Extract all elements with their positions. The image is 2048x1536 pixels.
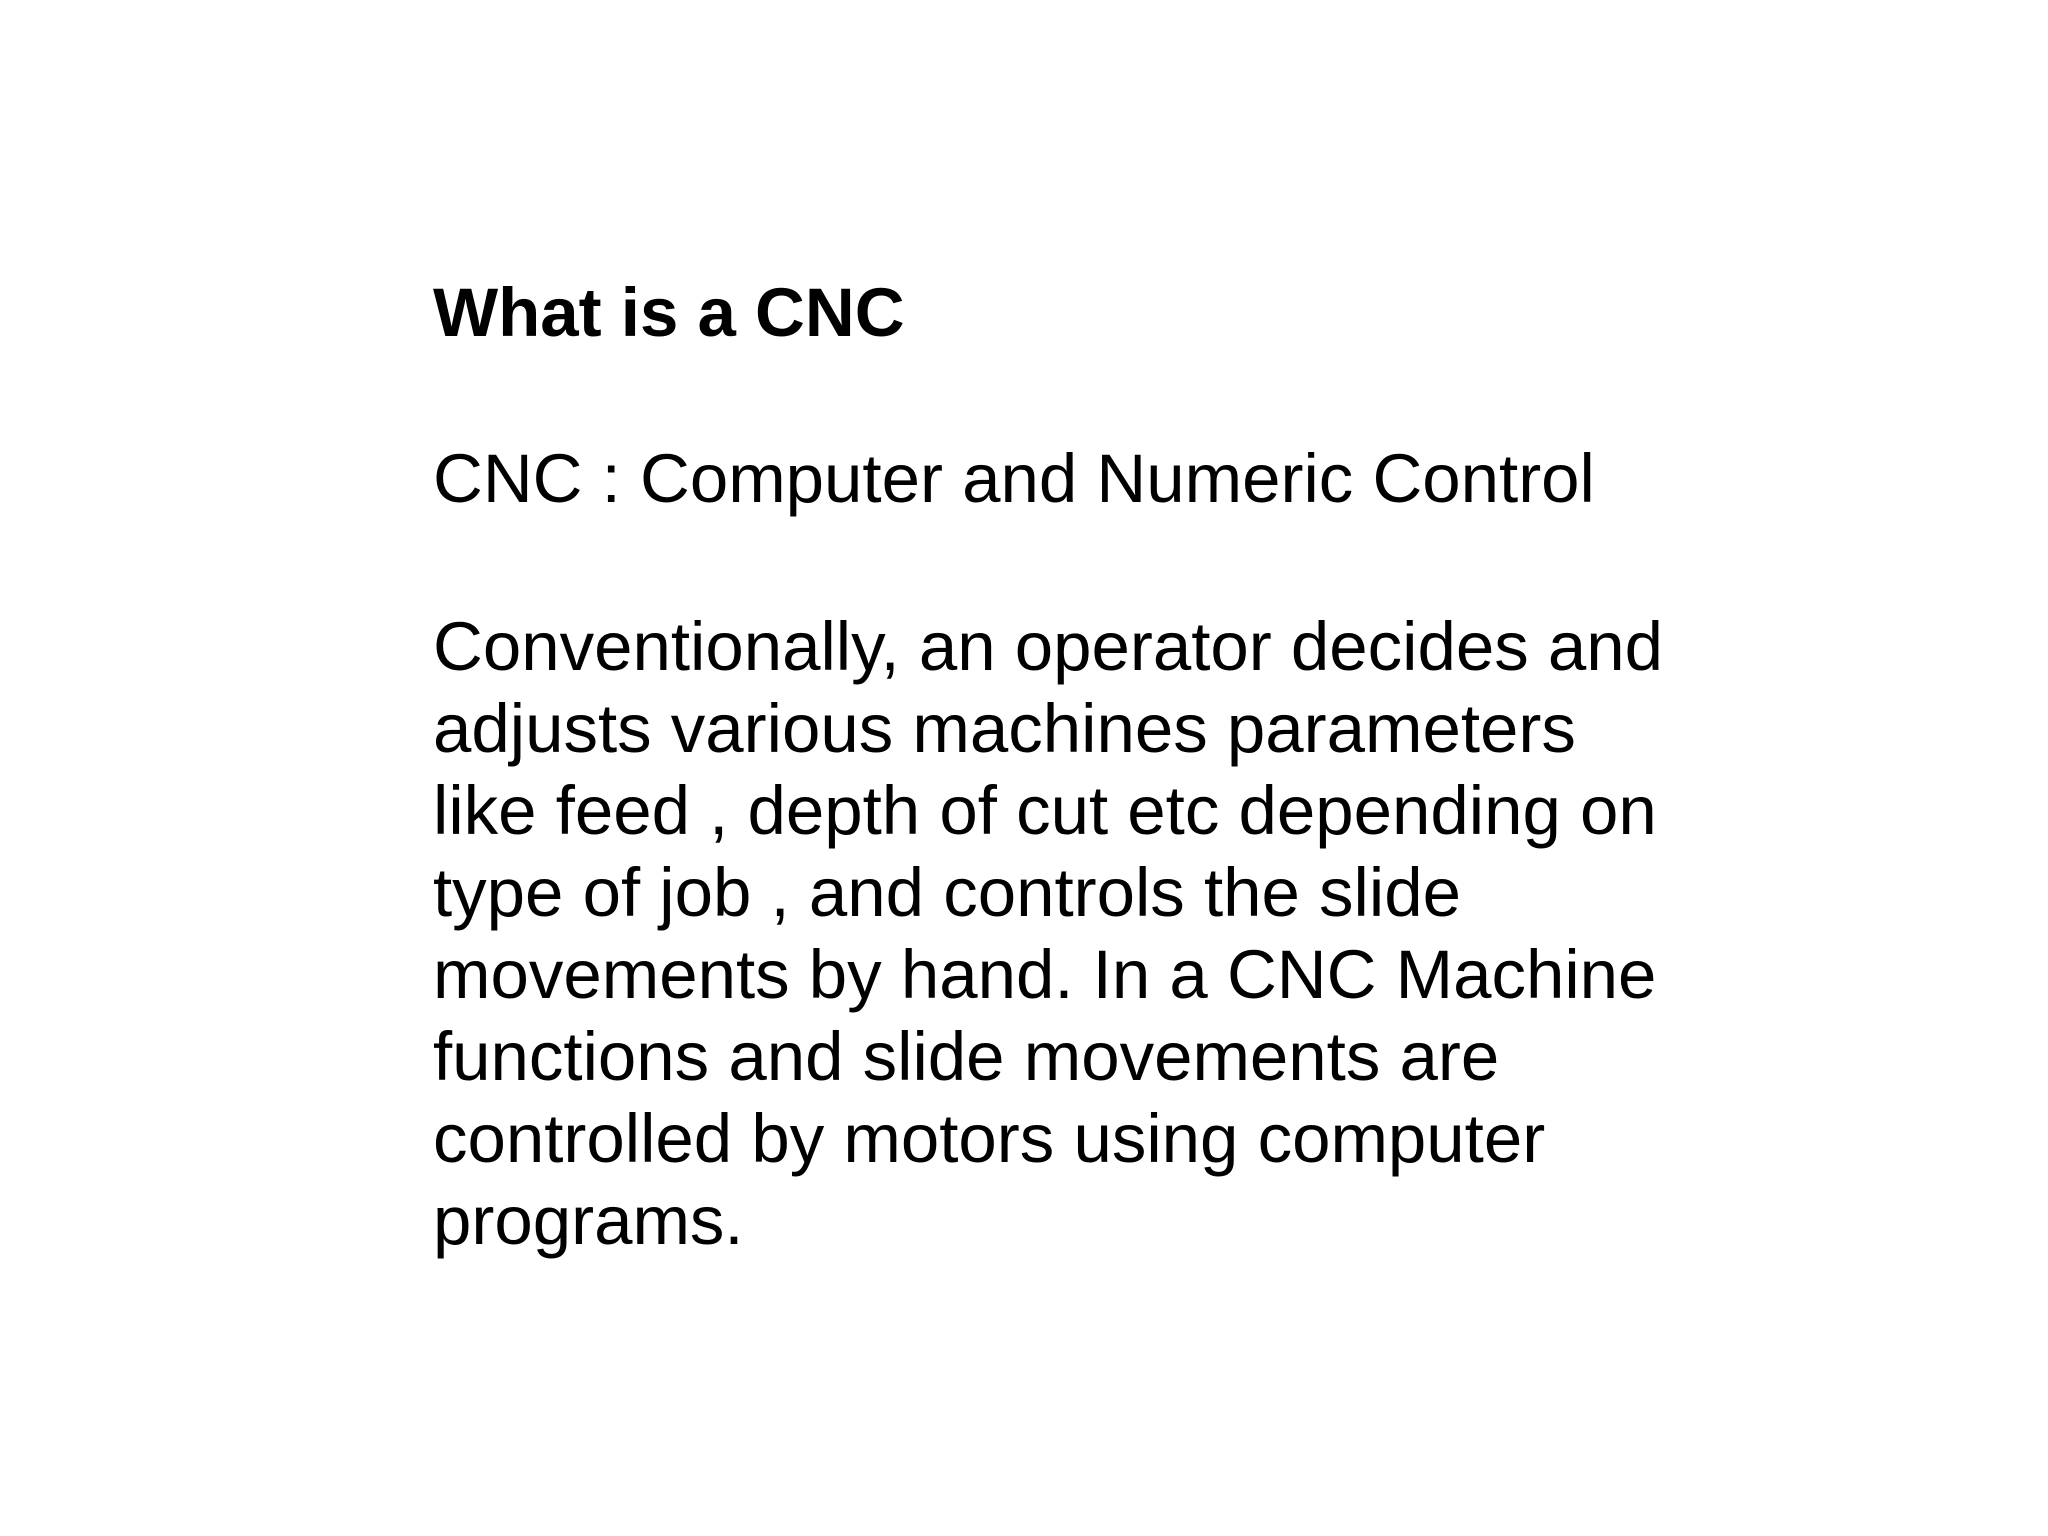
body-line: like feed , depth of cut etc depending on xyxy=(433,772,1657,849)
slide-body xyxy=(433,606,1753,1262)
body-line: Conventionally, an operator decides and xyxy=(433,608,1664,685)
body-line: functions and slide movements are xyxy=(433,1018,1500,1095)
slide-title: What is a CNC xyxy=(433,274,905,351)
slide-subtitle: CNC : Computer and Numeric Control xyxy=(433,440,1595,517)
body-line: type of job , and controls the slide xyxy=(433,854,1461,931)
body-line: adjusts various machines parameters xyxy=(433,690,1576,767)
slide-content xyxy=(433,272,1753,1262)
body-line: movements by hand. In a CNC Machine xyxy=(433,936,1657,1013)
body-line: controlled by motors using computer xyxy=(433,1100,1546,1177)
body-line: programs. xyxy=(433,1182,744,1259)
